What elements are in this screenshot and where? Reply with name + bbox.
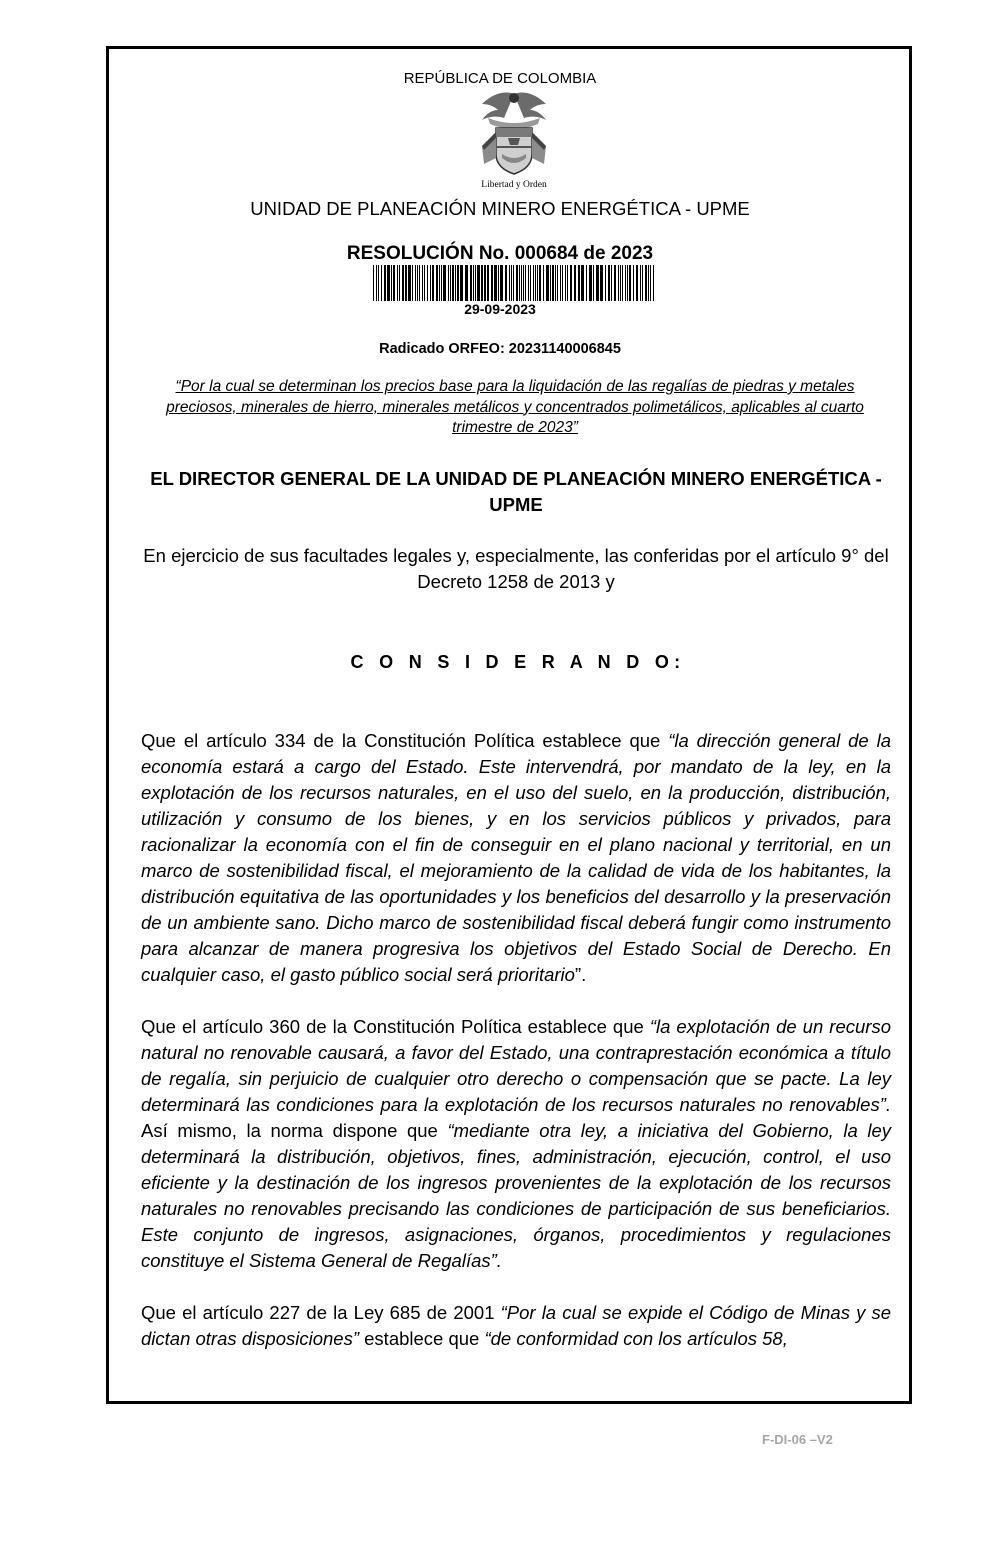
barcode-date: 29-09-2023 bbox=[464, 301, 536, 317]
legal-faculties: En ejercicio de sus facultades legales y, especialmente, las conferidas por el artículo 9° del Decreto 1258 de 2013 y bbox=[143, 545, 889, 592]
form-code: F-DI-06 –V2 bbox=[762, 1432, 833, 1447]
paragraph-article-334: Que el artículo 334 de la Constitución Política establece que “la dirección general de la economía estará a cargo del Estado. Este intervendrá, por mandato de la ley, en la explotación de los recursos naturales, en el uso del suelo, en la producción, distribución, utilización y consumo de los bienes, y en los servicios públicos y privados, para racionalizar la economía con el fin de conseguir en el plano nacional y territorial, en un marco de sostenibilidad fiscal, el mejoramiento de la calidad de vida de los habitantes, la distribución equitativa de las oportunidades y los beneficios del desarrollo y la preservación de un ambiente sano. Dicho marco de sostenibilidad fiscal deberá fungir como instrumento para alcanzar de manera progresiva los objetivos del Estado Social de Derecho. En cualquier caso, el gasto público social será prioritario”. bbox=[141, 730, 891, 985]
country-heading: REPÚBLICA DE COLOMBIA bbox=[403, 70, 597, 87]
paragraph-article-360: Que el artículo 360 de la Constitución Política establece que “la explotación de un recurso natural no renovable causará, a favor del Estado, una contraprestación económica a título de regalía, sin perjuicio de cualquier otro derecho o compensación que se pacte. La ley determinará las condiciones para la explotación de los recursos naturales no renovables”. Así mismo, la norma dispone que “mediante otra ley, a iniciativa del Gobierno, la ley determinará la distribución, objetivos, fines, administración, ejecución, control, el uso eficiente y la destinación de los ingresos provenientes de la explotación de los recursos naturales no renovables precisando las condiciones de participación de sus beneficiarios. Este conjunto de ingresos, asignaciones, órganos, procedimientos y regulaciones constituye el Sistema General de Regalías”. bbox=[141, 1016, 891, 1271]
barcode bbox=[373, 265, 657, 301]
entity-name: UNIDAD DE PLANEACIÓN MINERO ENERGÉTICA - UPME bbox=[250, 198, 750, 219]
paragraph-article-227: Que el artículo 227 de la Ley 685 de 2001 “Por la cual se expide el Código de Minas y se dictan otras disposiciones” establece que “de conformidad con los artículos 58, bbox=[141, 1302, 891, 1349]
coat-of-arms-icon bbox=[474, 88, 554, 190]
issuer-title: EL DIRECTOR GENERAL DE LA UNIDAD DE PLANEACIÓN MINERO ENERGÉTICA - UPME bbox=[150, 468, 882, 515]
resolution-number: RESOLUCIÓN No. 000684 de 2023 bbox=[346, 243, 654, 264]
radicado-number: Radicado ORFEO: 20231140006845 bbox=[379, 341, 621, 357]
document-body bbox=[141, 728, 891, 1378]
resolution-subject: “Por la cual se determinan los precios base para la liquidación de las regalías de piedras y metales preciosos, minerales de hierro, minerales metálicos y concentrados polimetálicos, aplicables al cuarto trimestre de 2023” bbox=[166, 378, 864, 436]
svg-text:Libertad y Orden: Libertad y Orden bbox=[481, 180, 547, 190]
considerando-heading: C O N S I D E R A N D O: bbox=[350, 652, 686, 672]
